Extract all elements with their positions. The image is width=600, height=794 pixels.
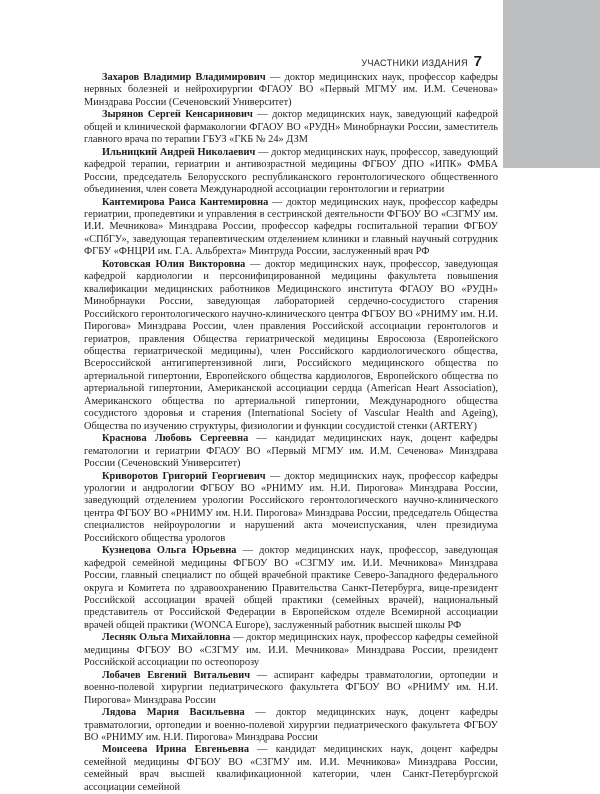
contributor-entry — [84, 197, 498, 259]
contributor-entry — [84, 670, 498, 707]
contributor-description: — кандидат медицинских наук, доцент кафедры семейной медицины ФГБОУ ВО «СЗГМУ им. И.И. Мечникова» Минздрава России, семейный врач высшей квалификационной категории, член Санкт-Петербургской ассоциации семейной — [84, 744, 498, 793]
contributor-description: — доктор медицинских наук, профессор кафедры гериатрии, пропедевтики и управления в сестринской деятельности ФГБОУ ВО «СЗГМУ им. И.И. Мечникова» Минздрава России, профессор кафедры госпитальной терапии ФГБОУ «СПбГУ», заведующая терапевтическим отделением клиники и главный научный сотрудник ФГБУ «ФНЦРИ им. Г.А. Альбрехта» Минтруда России, заслуженный врач РФ — [84, 196, 499, 258]
contributor-description: — доктор медицинских наук, профессор, заведующий кафедрой терапии, гериатрии и антивозрастной медицины ФГБОУ ДПО «ИПК» ФМБА России, председатель Белорусского республиканского геронтологического общественного объединения, член совета Международной ассоциации геронтологии и гериатрии — [84, 146, 498, 196]
contributor-name: Моисеева Ирина Евгеньевна — [102, 744, 250, 756]
contributor-entry — [84, 72, 498, 109]
contributor-entry — [84, 471, 498, 546]
contributor-entry — [84, 147, 498, 197]
contributor-description: — доктор медицинских наук, профессор кафедры семейной медицины ФГБОУ ВО «СЗГМУ им. И.И. Мечникова» Минздрава России, президент Российской ассоциации по остеопорозу — [84, 632, 498, 669]
contributor-name: Котовская Юлия Викторовна — [102, 258, 246, 270]
contributor-name: Захаров Владимир Владимирович — [102, 72, 266, 83]
contributor-name: Краснова Любовь Сергеевна — [102, 433, 249, 445]
contributor-name: Криворотов Григорий Георгиевич — [102, 470, 266, 482]
contributor-description: — доктор медицинских наук, заведующий кафедрой общей и клинической фармакологии ФГАОУ ВО «РУДН» Минобрнауки России, заместитель главного врача по терапии ГБУЗ «ГКБ № 24» ДЗМ — [84, 109, 498, 146]
contributor-entry — [84, 632, 498, 669]
contributor-entry — [84, 259, 498, 433]
contributor-name: Зырянов Сергей Кенсаринович — [102, 109, 253, 121]
contributors-list — [84, 72, 498, 794]
contributor-name: Кантемирова Раиса Кантемировна — [102, 196, 269, 208]
contributor-entry — [84, 109, 498, 146]
contributor-entry — [84, 707, 498, 744]
contributor-description: — кандидат медицинских наук, доцент кафедры гематологии и гериатрии ФГАОУ ВО «Первый МГМУ им. И.М. Сеченова» Минздрава России (Сеченовский Университет) — [84, 433, 498, 470]
contributor-name: Лесняк Ольга Михайловна — [102, 632, 231, 644]
contributor-description: — доктор медицинских наук, профессор, заведующая кафедрой кардиологии и персонифицированной медицины факультета повышения квалификации медицинских работников Медицинского института ФГАОУ ВО «РУДН» Минобрнауки России, заведующая лабораторией сердечно-сосудистого старения Российского геронтологического научно-клинического центра ФГБОУ ВО «РНИМУ им. Н.И. Пирогова» Минздрава России, член правления Российской ассоциации геронтологов и гериатров, правления Общества гериатрической медицины Евросоюза (Европейского общества гериатрической медицины), член Российского кардиологического общества, Всероссийской антигипертензивной лиги, Российского медицинского общества по артериальной гипертонии, Европейского общества кардиологов, Европейского общества по артериальной гипертонии, Американской ассоциации сердца (American Heart Association), Американского общества по артериальной гипертонии, Международного общества сосудистого здоровья и старения (International Society of Vascular Health and Ageing), Общества по изучению структуры, физиологии и функции сосудистой стенки (ARTERY) — [84, 258, 498, 432]
page-number: 7 — [473, 53, 482, 70]
contributor-name: Лядова Мария Васильевна — [102, 707, 245, 719]
contributor-description: — доктор медицинских наук, профессор кафедры нервных болезней и нейрохирургии ФГАОУ ВО «Первый МГМУ им. И.М. Сеченова» Минздрава России (Сеченовский Университет) — [84, 72, 498, 108]
contributor-name: Ильницкий Андрей Николаевич — [102, 146, 256, 158]
contributor-name: Кузнецова Ольга Юрьевна — [102, 545, 237, 557]
chapter-side-tab — [503, 0, 600, 168]
contributor-description: — доктор медицинских наук, доцент кафедры травматологии, ортопедии и военно-полевой хирургии педиатрического факультета ФГБОУ ВО «РНИМУ им. Н.И. Пирогова» Минздрава России — [84, 707, 498, 744]
contributor-description: — аспирант кафедры травматологии, ортопедии и военно-полевой хирургии педиатрического факультета ФГБОУ ВО «РНИМУ им. Н.И. Пирогова» Минздрава России — [84, 669, 499, 706]
contributor-description: — доктор медицинских наук, профессор кафедры урологии и андрологии ФГБОУ ВО «РНИМУ им. Н.И. Пирогова» Минздрава России, заведующий отделением урологии Российского геронтологического научно-клинического центра ФГБОУ ВО «РНИМУ им. Н.И. Пирогова» Минздрава России, председатель Общества специалистов нейроурологии и нарушений акта мочеиспускания, член президиума Российского общества урологов — [84, 470, 499, 544]
running-head: УЧАСТНИКИ ИЗДАНИЯ — [361, 58, 468, 68]
contributor-description: — доктор медицинских наук, профессор, заведующая кафедрой семейной медицины ФГБОУ ВО «СЗГМУ им. И.И. Мечникова» Минздрава России, главный специалист по общей врачебной практике Северо-Западного федерального округа и Комитета по здравоохранению Правительства Санкт-Петербурга, вице-президент Российской ассоциации врачей общей практики (семейных врачей), национальный представитель от Российской Федерации в Европейском отделе Всемирной ассоциации врачей общей практики (WONCA Europe), заслуженный работник высшей школы РФ — [84, 545, 498, 631]
contributor-entry — [84, 433, 498, 470]
contributor-entry — [84, 545, 498, 632]
contributor-entry — [84, 744, 498, 794]
contributor-name: Лобачев Евгений Витальевич — [102, 669, 251, 681]
